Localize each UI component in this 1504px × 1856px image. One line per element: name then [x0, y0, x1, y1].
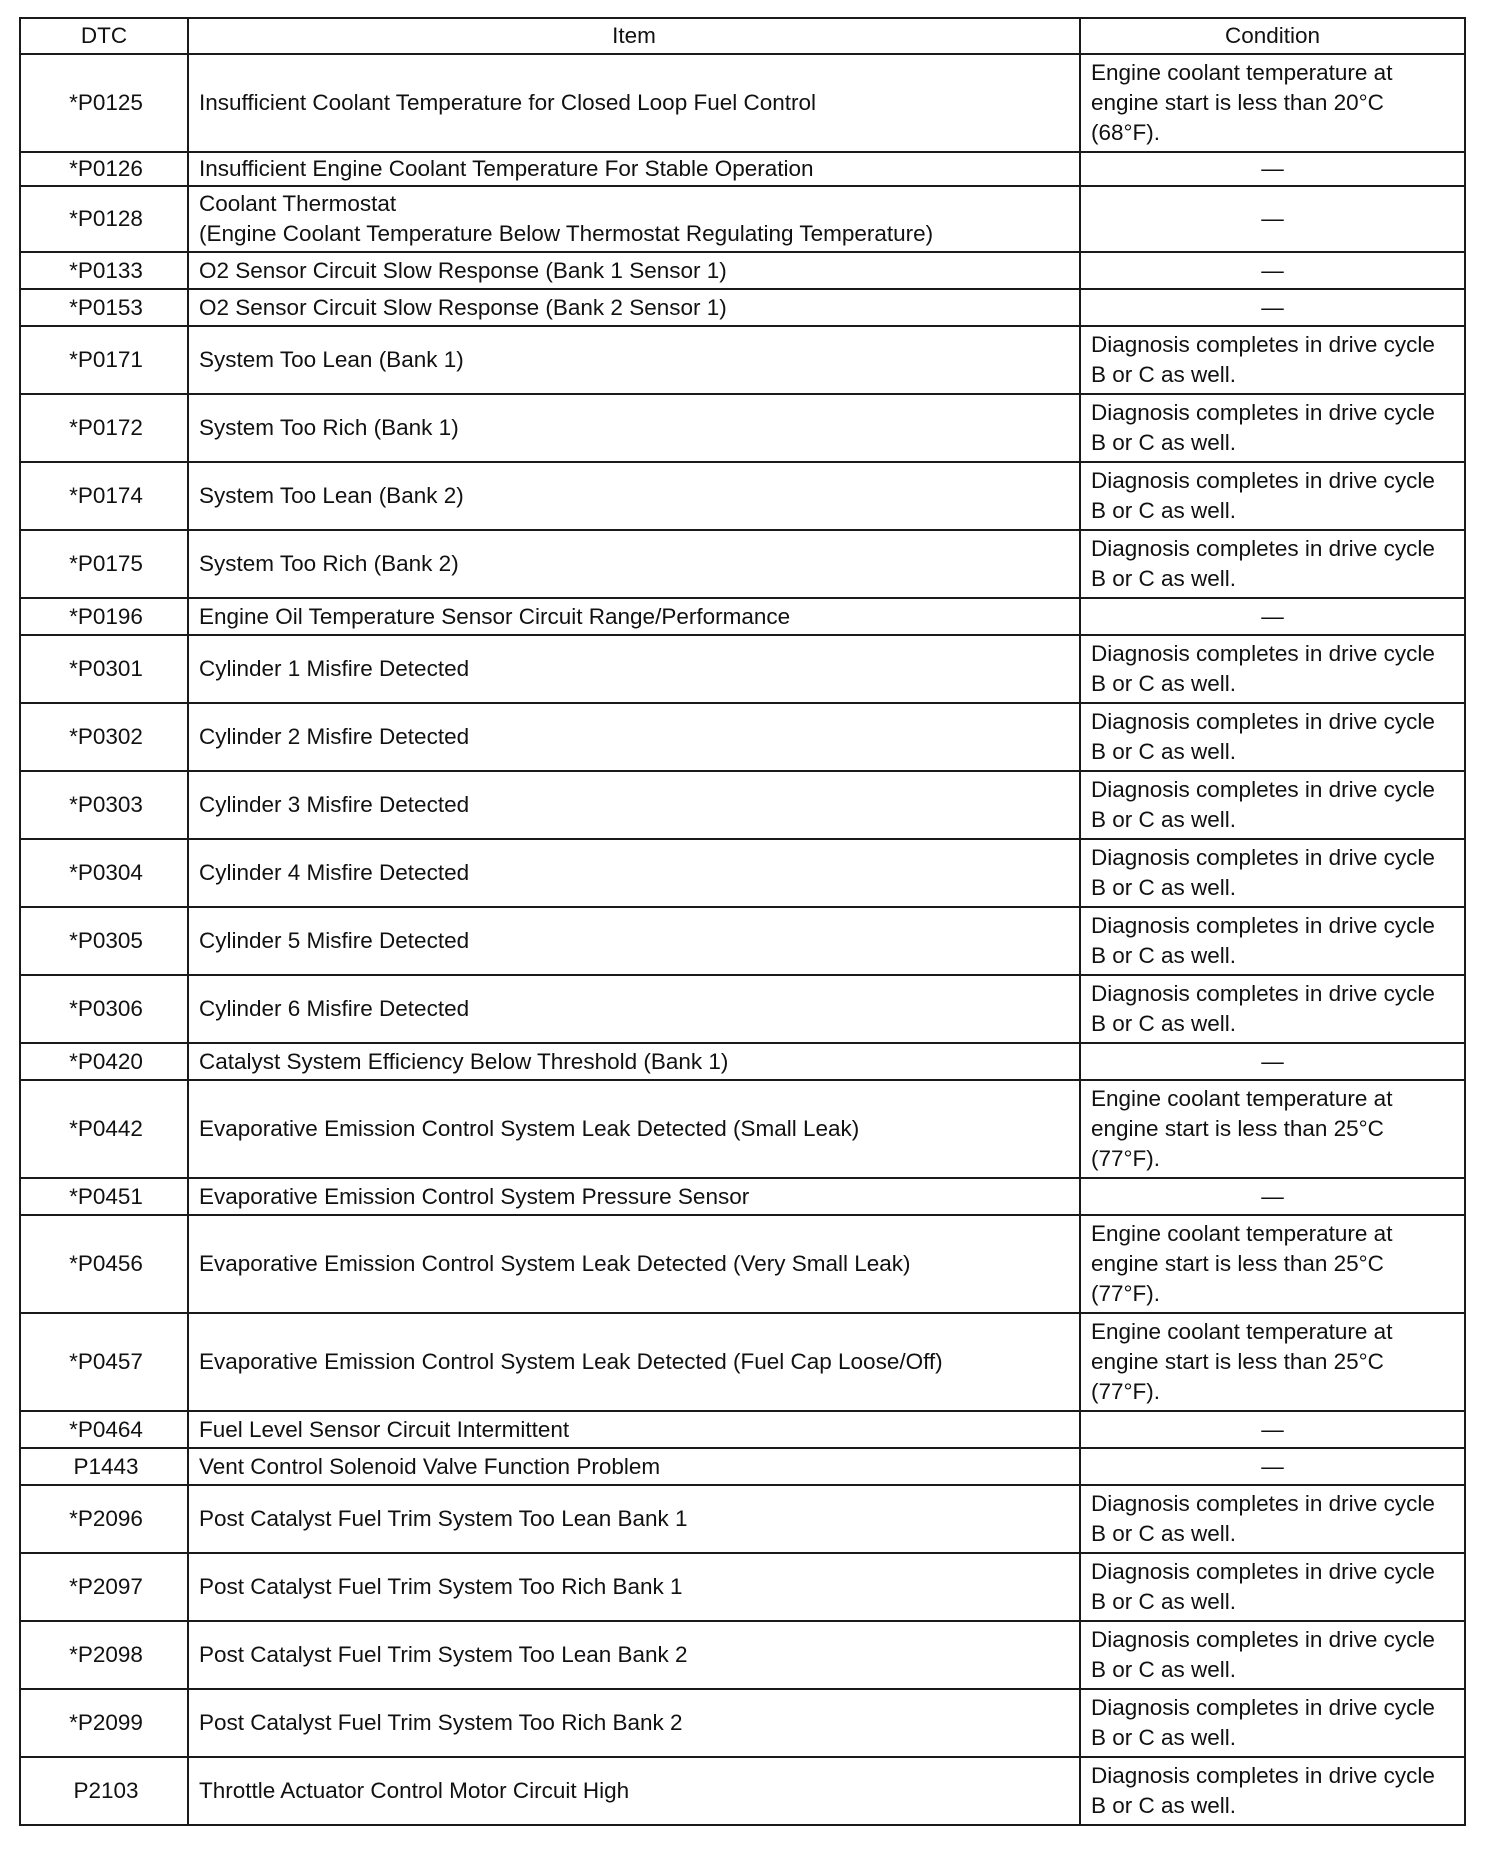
- item-description: System Too Rich (Bank 1): [188, 394, 1080, 462]
- table-row: [20, 703, 1465, 771]
- item-description: Evaporative Emission Control System Leak Detected (Fuel Cap Loose/Off): [188, 1313, 1080, 1411]
- dtc-code: *P0306: [20, 975, 188, 1043]
- dtc-code: *P2098: [20, 1621, 188, 1689]
- table-row: [20, 907, 1465, 975]
- dtc-code: *P0305: [20, 907, 188, 975]
- table-row: [20, 771, 1465, 839]
- dtc-code: *P0128: [20, 186, 188, 252]
- table-row: [20, 1215, 1465, 1313]
- table-row: [20, 598, 1465, 635]
- dtc-code: *P0133: [20, 252, 188, 289]
- condition-text: Diagnosis completes in drive cycle B or C as well.: [1080, 1621, 1465, 1689]
- condition-text: Diagnosis completes in drive cycle B or C as well.: [1080, 530, 1465, 598]
- table-row: [20, 462, 1465, 530]
- dtc-code: *P0457: [20, 1313, 188, 1411]
- dtc-code: *P0153: [20, 289, 188, 326]
- condition-text: —: [1080, 1178, 1465, 1215]
- table-row: [20, 530, 1465, 598]
- item-description: Cylinder 1 Misfire Detected: [188, 635, 1080, 703]
- condition-text: —: [1080, 252, 1465, 289]
- header-condition: Condition: [1080, 18, 1465, 54]
- condition-text: —: [1080, 1448, 1465, 1485]
- dtc-code: *P2096: [20, 1485, 188, 1553]
- dtc-code: *P0304: [20, 839, 188, 907]
- table-row: [20, 1621, 1465, 1689]
- item-description: Cylinder 2 Misfire Detected: [188, 703, 1080, 771]
- table-row: [20, 1689, 1465, 1757]
- table-row: [20, 1043, 1465, 1080]
- item-description: Cylinder 6 Misfire Detected: [188, 975, 1080, 1043]
- item-description: Post Catalyst Fuel Trim System Too Rich Bank 2: [188, 1689, 1080, 1757]
- condition-text: Diagnosis completes in drive cycle B or C as well.: [1080, 462, 1465, 530]
- item-description: Fuel Level Sensor Circuit Intermittent: [188, 1411, 1080, 1448]
- item-description: System Too Lean (Bank 2): [188, 462, 1080, 530]
- table-row: [20, 1178, 1465, 1215]
- dtc-code: *P0301: [20, 635, 188, 703]
- table-row: [20, 1313, 1465, 1411]
- table-row: [20, 326, 1465, 394]
- condition-text: —: [1080, 289, 1465, 326]
- table-row: [20, 635, 1465, 703]
- table-row: [20, 1757, 1465, 1825]
- dtc-code: *P2099: [20, 1689, 188, 1757]
- condition-text: Diagnosis completes in drive cycle B or C as well.: [1080, 1689, 1465, 1757]
- header-item: Item: [188, 18, 1080, 54]
- table-row: [20, 186, 1465, 252]
- condition-text: —: [1080, 1043, 1465, 1080]
- dtc-code: *P0464: [20, 1411, 188, 1448]
- condition-text: Diagnosis completes in drive cycle B or C as well.: [1080, 326, 1465, 394]
- item-description: Vent Control Solenoid Valve Function Problem: [188, 1448, 1080, 1485]
- header-dtc: DTC: [20, 18, 188, 54]
- condition-text: Diagnosis completes in drive cycle B or C as well.: [1080, 907, 1465, 975]
- table-row: [20, 394, 1465, 462]
- table-row: [20, 1411, 1465, 1448]
- item-description: System Too Rich (Bank 2): [188, 530, 1080, 598]
- item-description: Engine Oil Temperature Sensor Circuit Range/Performance: [188, 598, 1080, 635]
- item-description: Evaporative Emission Control System Leak Detected (Small Leak): [188, 1080, 1080, 1178]
- item-description: Cylinder 4 Misfire Detected: [188, 839, 1080, 907]
- table-row: [20, 152, 1465, 186]
- dtc-code: *P0303: [20, 771, 188, 839]
- table-header: [20, 18, 1465, 54]
- dtc-code: *P0456: [20, 1215, 188, 1313]
- table-row: [20, 1448, 1465, 1485]
- dtc-code: *P0442: [20, 1080, 188, 1178]
- header-row: [20, 18, 1465, 54]
- condition-text: Engine coolant temperature at engine start is less than 25°C (77°F).: [1080, 1313, 1465, 1411]
- dtc-code: *P0126: [20, 152, 188, 186]
- dtc-table: [19, 17, 1466, 1826]
- condition-text: —: [1080, 186, 1465, 252]
- dtc-code: *P0125: [20, 54, 188, 152]
- table-row: [20, 1080, 1465, 1178]
- item-description: Insufficient Engine Coolant Temperature For Stable Operation: [188, 152, 1080, 186]
- dtc-code: P2103: [20, 1757, 188, 1825]
- item-description: Cylinder 3 Misfire Detected: [188, 771, 1080, 839]
- dtc-code: *P0171: [20, 326, 188, 394]
- dtc-code: *P0175: [20, 530, 188, 598]
- condition-text: —: [1080, 152, 1465, 186]
- item-description: Insufficient Coolant Temperature for Closed Loop Fuel Control: [188, 54, 1080, 152]
- table-row: [20, 975, 1465, 1043]
- item-description: O2 Sensor Circuit Slow Response (Bank 1 Sensor 1): [188, 252, 1080, 289]
- item-description: Post Catalyst Fuel Trim System Too Lean Bank 2: [188, 1621, 1080, 1689]
- item-description: Throttle Actuator Control Motor Circuit High: [188, 1757, 1080, 1825]
- dtc-code: *P0196: [20, 598, 188, 635]
- condition-text: —: [1080, 1411, 1465, 1448]
- condition-text: Diagnosis completes in drive cycle B or C as well.: [1080, 703, 1465, 771]
- condition-text: Engine coolant temperature at engine start is less than 25°C (77°F).: [1080, 1215, 1465, 1313]
- table-row: [20, 252, 1465, 289]
- condition-text: Diagnosis completes in drive cycle B or C as well.: [1080, 635, 1465, 703]
- dtc-code: P1443: [20, 1448, 188, 1485]
- item-description: Post Catalyst Fuel Trim System Too Lean Bank 1: [188, 1485, 1080, 1553]
- condition-text: Diagnosis completes in drive cycle B or C as well.: [1080, 771, 1465, 839]
- item-description: Post Catalyst Fuel Trim System Too Rich Bank 1: [188, 1553, 1080, 1621]
- table-body: [20, 54, 1465, 1825]
- item-description: Coolant Thermostat (Engine Coolant Temperature Below Thermostat Regulating Temperature): [188, 186, 1080, 252]
- dtc-code: *P0172: [20, 394, 188, 462]
- dtc-code: *P0302: [20, 703, 188, 771]
- condition-text: Diagnosis completes in drive cycle B or C as well.: [1080, 975, 1465, 1043]
- condition-text: Engine coolant temperature at engine start is less than 25°C (77°F).: [1080, 1080, 1465, 1178]
- condition-text: Diagnosis completes in drive cycle B or C as well.: [1080, 1553, 1465, 1621]
- condition-text: Diagnosis completes in drive cycle B or C as well.: [1080, 394, 1465, 462]
- dtc-code: *P0451: [20, 1178, 188, 1215]
- dtc-code: *P2097: [20, 1553, 188, 1621]
- table-row: [20, 1553, 1465, 1621]
- dtc-code: *P0420: [20, 1043, 188, 1080]
- table-row: [20, 839, 1465, 907]
- condition-text: —: [1080, 598, 1465, 635]
- item-description: Evaporative Emission Control System Leak Detected (Very Small Leak): [188, 1215, 1080, 1313]
- item-description: Cylinder 5 Misfire Detected: [188, 907, 1080, 975]
- table-row: [20, 1485, 1465, 1553]
- item-description: Catalyst System Efficiency Below Threshold (Bank 1): [188, 1043, 1080, 1080]
- dtc-code: *P0174: [20, 462, 188, 530]
- condition-text: Diagnosis completes in drive cycle B or C as well.: [1080, 1485, 1465, 1553]
- table-row: [20, 289, 1465, 326]
- item-description: System Too Lean (Bank 1): [188, 326, 1080, 394]
- condition-text: Engine coolant temperature at engine start is less than 20°C (68°F).: [1080, 54, 1465, 152]
- item-description: Evaporative Emission Control System Pressure Sensor: [188, 1178, 1080, 1215]
- item-description: O2 Sensor Circuit Slow Response (Bank 2 Sensor 1): [188, 289, 1080, 326]
- table-row: [20, 54, 1465, 152]
- condition-text: Diagnosis completes in drive cycle B or C as well.: [1080, 1757, 1465, 1825]
- condition-text: Diagnosis completes in drive cycle B or C as well.: [1080, 839, 1465, 907]
